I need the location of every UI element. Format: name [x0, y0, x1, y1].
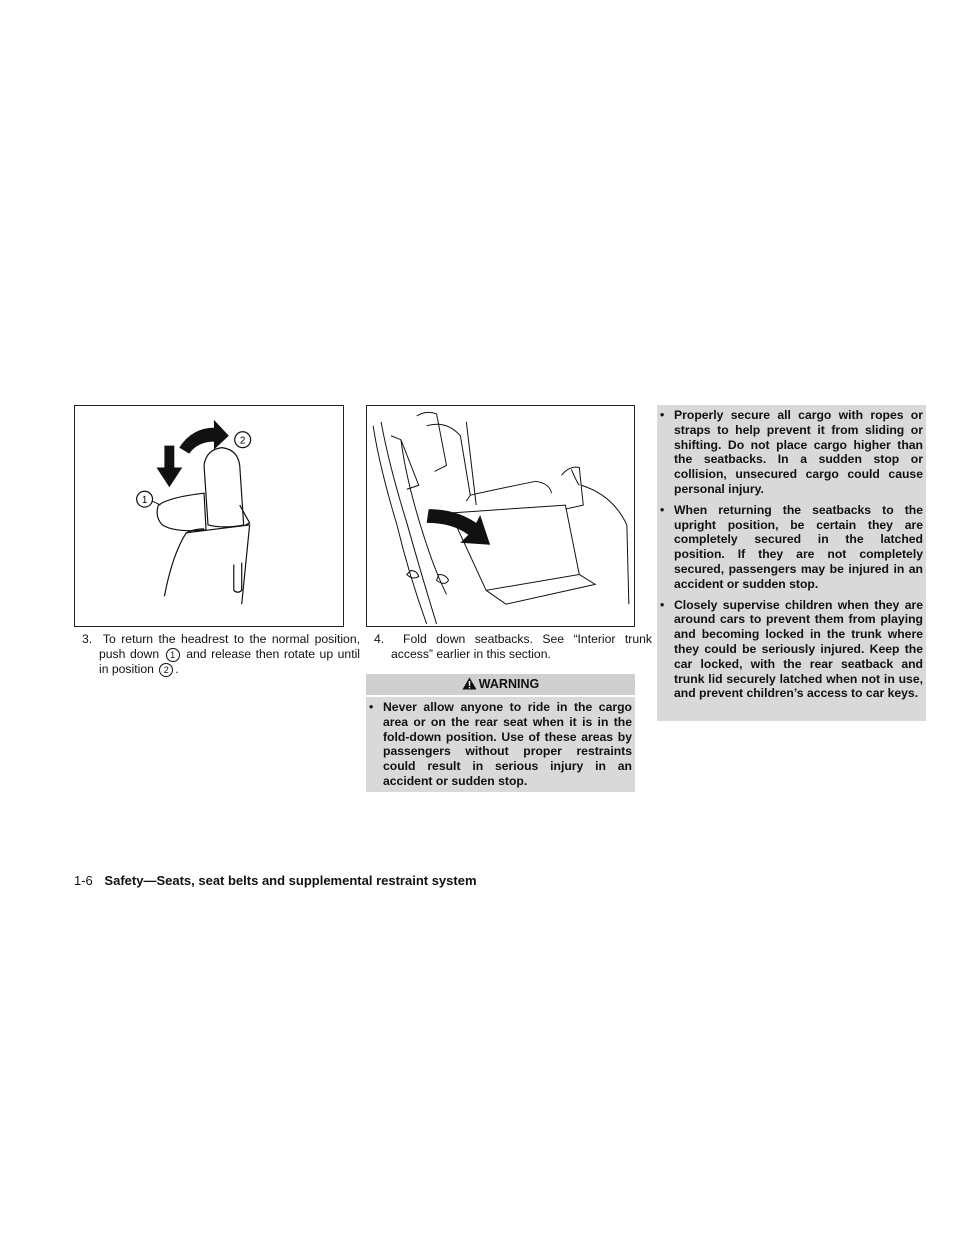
warning-item	[366, 700, 635, 789]
step-4-text: Fold down seatbacks. See “Interior trunk access” earlier in this section.	[391, 632, 652, 661]
warning-item-text: Never allow anyone to ride in the cargo area or on the rear seat when it is in the fold-down position. Use of these areas by passengers without proper restraints could result in serious injury in an accident or sudden stop.	[383, 700, 632, 788]
caution-item	[657, 408, 926, 497]
step-4-number: 4.	[374, 632, 385, 646]
caution-item-text: Properly secure all cargo with ropes or straps to help prevent it from sliding or shifting. Do not place cargo higher than the seatbacks. In a sudden stop or collision, unsecured cargo could cause personal injury.	[674, 408, 923, 496]
step-3-instruction	[82, 632, 360, 677]
bullet-dot: •	[660, 408, 665, 422]
position-2-badge: 2	[159, 663, 173, 677]
warning-title: WARNING	[478, 677, 540, 691]
caution-item	[657, 598, 926, 702]
step-3-text-a: To return the headrest to the normal position, push down	[99, 632, 360, 661]
step-3-text-b: and release then rotate up until in position	[99, 647, 361, 676]
headrest-illustration	[74, 405, 344, 627]
warning-triangle-icon	[462, 677, 477, 690]
page-number: 1-6	[74, 873, 93, 888]
bullet-dot: •	[660, 597, 665, 612]
seatback-fold-illustration	[366, 405, 635, 627]
caution-box	[657, 405, 926, 721]
page-footer	[74, 873, 477, 888]
warning-box	[366, 674, 635, 792]
caution-item-text: When returning the seatbacks to the upright position, be certain they are completely secured in the latched position. If they are not completely secured, passengers may be injured in an accident or sudden stop.	[674, 502, 923, 591]
callout-2-label: 2	[239, 435, 246, 447]
warning-header	[366, 674, 635, 697]
step-4-instruction	[374, 632, 652, 662]
step-3-text-c: .	[175, 662, 179, 676]
bullet-dot: •	[369, 700, 374, 714]
caution-item-text: Closely supervise children when they are around cars to prevent them from playing and becoming locked in the trunk where they could be seriously injured. Keep the car locked, with the rear seatback and trunk lid securely latched when not in use, and prevent children’s access to car keys.	[674, 597, 923, 701]
callout-1-label: 1	[141, 495, 148, 507]
section-title: Safety—Seats, seat belts and supplemental restraint system	[104, 873, 477, 888]
caution-item	[657, 503, 926, 592]
bullet-dot: •	[660, 502, 665, 517]
position-1-badge: 1	[166, 648, 180, 662]
step-3-number: 3.	[82, 632, 93, 646]
